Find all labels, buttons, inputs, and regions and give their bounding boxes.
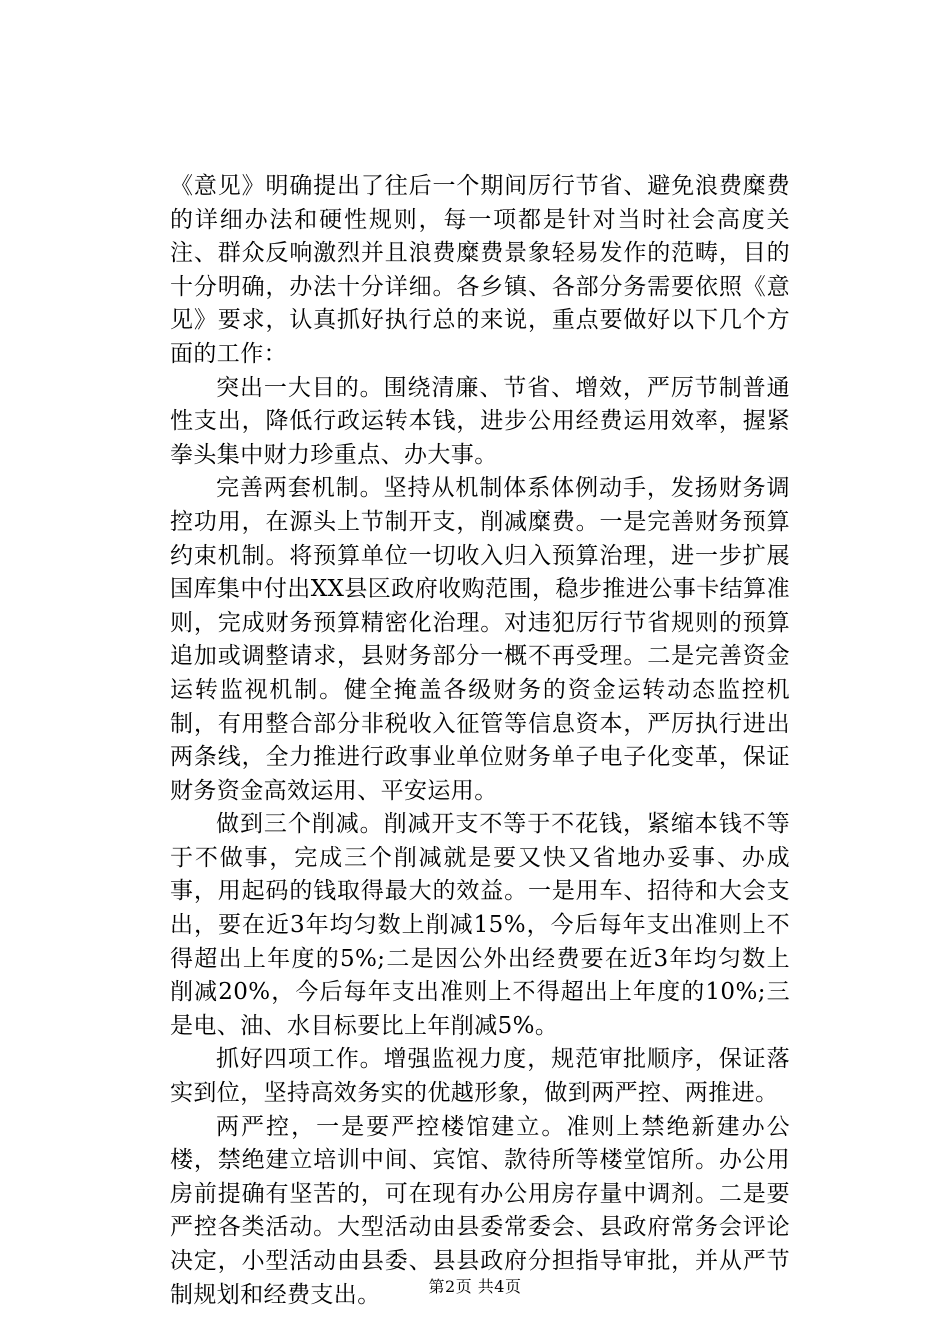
paragraph-two-mechanisms: 完善两套机制。坚持从机制体系体例动手，发扬财务调控功用，在源头上节制开支，削减糜费。一是完善财务预算约束机制。将预算单位一切收入归入预算治理，进一步扩展国库集中付出XX县区政府收购范围，稳步推进公事卡结算准则，完成财务预算精密化治理。对违犯厉行节省规则的预算追加或调整请求，县财务部分一概不再受理。二是完善资金运转监视机制。健全掩盖各级财务的资金运转动态监控机制，有用整合部分非税收入征管等信息资本，严厉执行进出两条线，全力推进行政事业单位财务单子电子化变革，保证财务资金高效运用、平安运用。 — [170, 475, 790, 804]
paragraph-one-goal: 突出一大目的。围绕清廉、节省、增效，严厉节制普通性支出，降低行政运转本钱，进步公用经费运用效率，握紧拳头集中财力珍重点、办大事。 — [170, 374, 790, 468]
paragraph-opinion-intro: 《意见》明确提出了往后一个期间厉行节省、避免浪费糜费的详细办法和硬性规则，每一项都是针对当时社会高度关注、群众反响激烈并且浪费糜费景象轻易发作的范畴，目的十分明确，办法十分详细。各乡镇、各部分务需要依照《意见》要求，认真抓好执行总的来说，重点要做好以下几个方面的工作： — [170, 173, 790, 367]
page-number-footer: 第2页 共4页 — [428, 1277, 522, 1296]
paragraph-three-reductions: 做到三个削减。削减开支不等于不花钱，紧缩本钱不等于不做事，完成三个削减就是要又快又省地办妥事、办成事，用起码的钱取得最大的效益。一是用车、招待和大会支出，要在近3年均匀数上削减15%，今后每年支出准则上不得超出上年度的5%;二是因公外出经费要在近3年均匀数上削减20%，今后每年支出准则上不得超出上年度的10%;三是电、油、水目标要比上年削减5%。 — [170, 811, 790, 1039]
paragraph-four-tasks: 抓好四项工作。增强监视力度，规范审批顺序，保证落实到位，坚持高效务实的优越形象，做到两严控、两推进。 — [170, 1046, 790, 1107]
document-body — [170, 170, 790, 1312]
paragraph-two-strict-controls: 两严控，一是要严控楼馆建立。准则上禁绝新建办公楼，禁绝建立培训中间、宾馆、款待所等楼堂馆所。办公用房前提确有坚苦的，可在现有办公用房存量中调剂。二是要严控各类活动。大型活动由县委常委会、县政府常务会评论决定，小型活动由县委、县县政府分担指导审批，并从严节制规划和经费支出。 — [170, 1113, 790, 1308]
